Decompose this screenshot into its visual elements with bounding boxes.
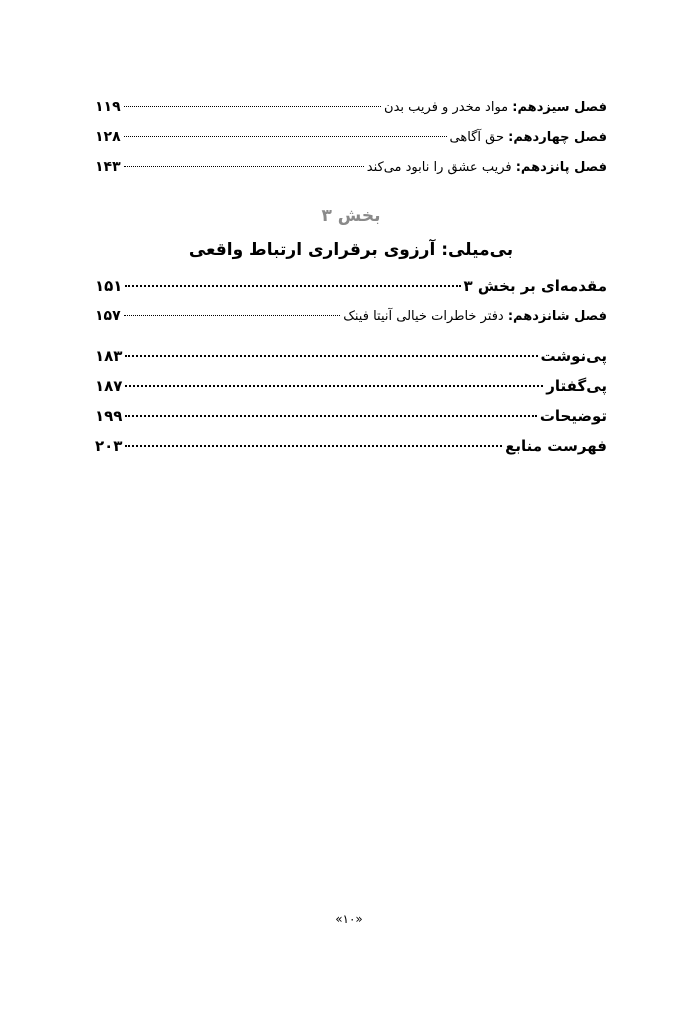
toc-entry [546,371,607,401]
page-number: ۱۸۳ [95,347,123,365]
endmatter-title: فهرست منابع [505,437,607,455]
dot-leader [125,415,536,417]
toc-entry [343,302,607,332]
chapter-title: حق آگاهی [449,130,509,145]
toc-row [95,122,607,152]
page-number: ۱۵۱ [95,277,123,295]
chapter-title: فریب عشق را نابود می‌کند [366,160,516,175]
toc-row [95,271,607,301]
toc-row [95,431,607,461]
toc-entry [540,401,607,431]
chapter-label: فصل شانزدهم: [507,309,607,324]
section-number: بخش ۳ [321,206,381,226]
section-heading [95,206,607,226]
endmatter-title: توضیحات [539,407,607,425]
toc-row [95,152,607,182]
dot-leader [125,445,502,447]
dot-leader [125,385,543,387]
chapter-title: مقدمه‌ای بر بخش ۳ [463,277,607,295]
chapter-label: فصل پانزدهم: [515,160,607,175]
toc-row [95,341,607,371]
chapter-title: دفتر خاطرات خیالی آنیتا فینک [343,309,508,324]
endmatter-title: پی‌نوشت [540,347,607,365]
toc-group-chapters [95,92,607,182]
toc-row [95,401,607,431]
toc-entry [505,431,607,461]
toc-entry [541,341,607,371]
page-number: ۲۰۳ [95,437,123,455]
section-title: بی‌میلی: آرزوی برقراری ارتباط واقعی [188,240,514,260]
toc-entry [384,93,607,123]
chapter-label: فصل چهاردهم: [508,130,607,145]
toc-group-endmatter [95,341,607,461]
dot-leader [124,315,341,316]
page-number: ۱۹۹ [95,407,123,425]
chapter-title: مواد مخدر و فریب بدن [384,100,513,115]
toc-entry [464,271,607,301]
toc-entry [450,123,607,153]
toc-row [95,92,607,122]
page-number: ۱۱۹ [95,99,121,115]
dot-leader [124,166,364,167]
page-footer-number: «۱۰» [335,912,363,926]
page-number: ۱۲۸ [95,129,121,145]
dot-leader [125,285,460,287]
toc-group-section3 [95,271,607,331]
toc-row [95,371,607,401]
toc-row [95,301,607,331]
page-number: ۱۴۳ [95,159,121,175]
toc-entry [367,153,607,183]
chapter-label: فصل سیزدهم: [512,100,607,115]
dot-leader [124,136,447,137]
page-number: ۱۸۷ [95,377,123,395]
dot-leader [125,355,537,357]
dot-leader [124,106,381,107]
page-number: ۱۵۷ [95,308,121,324]
section-title-wrap [95,240,607,260]
endmatter-title: پی‌گفتار [546,377,607,395]
